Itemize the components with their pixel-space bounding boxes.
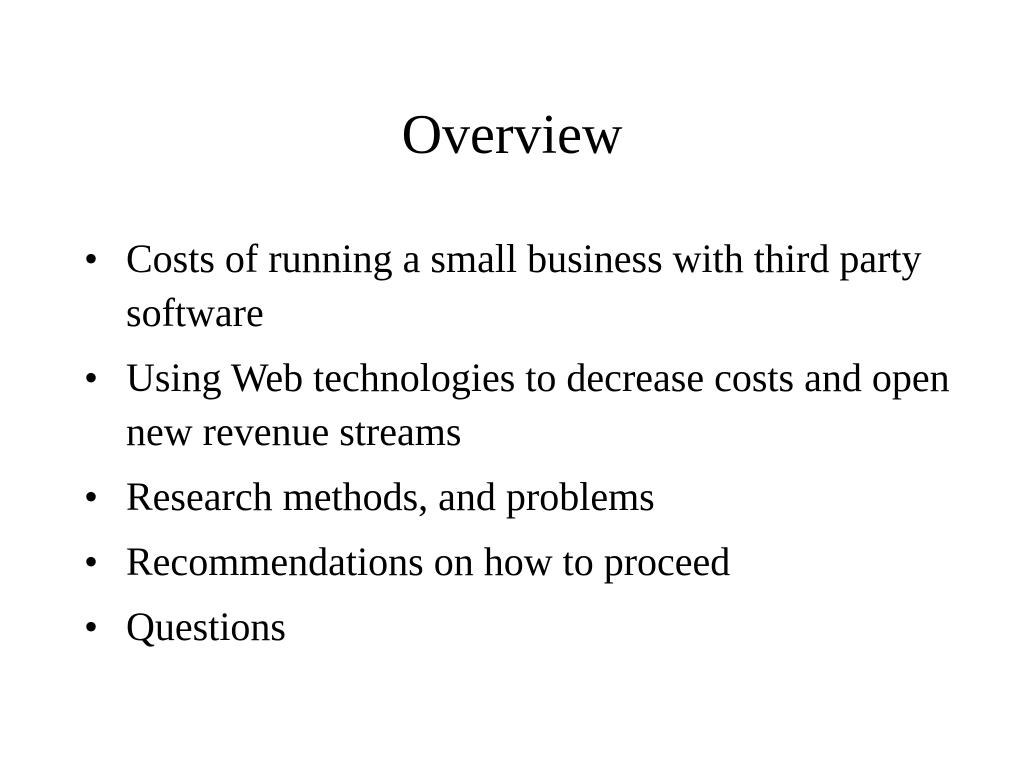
- slide-title: Overview: [401, 104, 623, 166]
- bullet-text: Questions: [126, 604, 286, 649]
- bullet-dot-icon: •: [84, 539, 99, 584]
- bullet-list: [84, 232, 954, 665]
- bullet-item: [84, 232, 954, 340]
- bullet-text: Costs of running a small business with third party software: [126, 236, 922, 335]
- bullet-dot-icon: •: [84, 355, 99, 400]
- bullet-item: [84, 600, 954, 654]
- bullet-dot-icon: •: [84, 604, 99, 649]
- bullet-text: Research methods, and problems: [126, 474, 655, 519]
- bullet-dot-icon: •: [84, 236, 99, 281]
- bullet-item: [84, 470, 954, 524]
- bullet-dot-icon: •: [84, 474, 99, 519]
- bullet-item: [84, 351, 954, 459]
- bullet-text: Using Web technologies to decrease costs and open new revenue streams: [126, 355, 950, 454]
- bullet-text: Recommendations on how to proceed: [126, 539, 731, 584]
- bullet-item: [84, 535, 954, 589]
